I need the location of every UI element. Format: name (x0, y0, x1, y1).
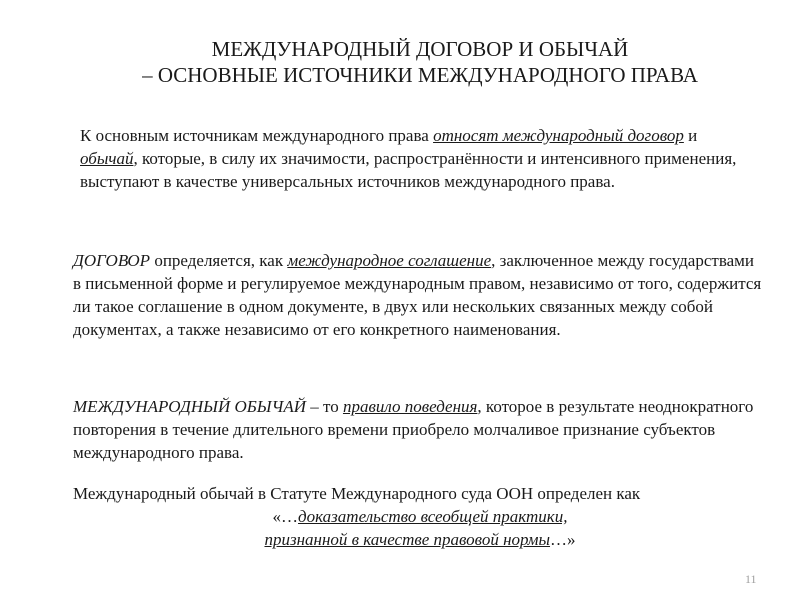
page-number: 11 (745, 572, 757, 586)
quote-line-1 (120, 505, 720, 528)
custom-emph-rule: правило поведения (342, 397, 478, 416)
title-line-1: МЕЖДУНАРОДНЫЙ ДОГОВОР И ОБЫЧАЙ (211, 37, 629, 61)
quote-emph-2: признанной в качестве правовой нормы (264, 530, 551, 549)
statute-quote (120, 505, 720, 551)
custom-text-1: – то (306, 397, 343, 416)
treaty-term: ДОГОВОР (73, 251, 155, 270)
intro-paragraph (80, 124, 750, 193)
treaty-definition-paragraph (73, 249, 763, 341)
title-line-2: – ОСНОВНЫЕ ИСТОЧНИКИ МЕЖДУНАРОДНОГО ПРАВА (142, 63, 698, 87)
quote-close: …» (550, 530, 576, 549)
statute-paragraph (73, 482, 763, 505)
intro-text-3: , которые, в силу их значимости, распространённости и интенсивного применения, выступают в качестве универсальных источников международного права. (80, 149, 737, 191)
quote-open: «… (272, 507, 299, 526)
quote-line-2 (120, 528, 720, 551)
statute-text: Международный обычай в Статуте Международного суда ООН определен как (73, 484, 641, 503)
intro-emph-custom: обычай (80, 149, 134, 168)
custom-term: МЕЖДУНАРОДНЫЙ ОБЫЧАЙ (73, 397, 306, 416)
quote-emph-1: доказательство всеобщей практики, (298, 507, 568, 526)
intro-emph-treaty: относят международный договор (433, 126, 684, 145)
custom-text-2: , которое в результате неоднократного повторения в течение длительного времени приобрело молчаливое признание субъектов международного права. (73, 397, 754, 462)
custom-definition-paragraph (73, 395, 763, 464)
intro-text-2: и (683, 126, 698, 145)
treaty-emph-agreement: международное соглашение (287, 251, 492, 270)
intro-text-1: К основным источникам международного права (80, 126, 434, 145)
treaty-text-1: определяется, как (154, 251, 288, 270)
treaty-text-2: , заключенное между государствами в письменной форме и регулируемое международным правом, независимо от того, содержится ли такое соглашение в одном документе, в двух или нескольких связанных между собой документах, а также независимо от его конкретного наименования. (73, 251, 762, 339)
slide-title (100, 36, 740, 88)
